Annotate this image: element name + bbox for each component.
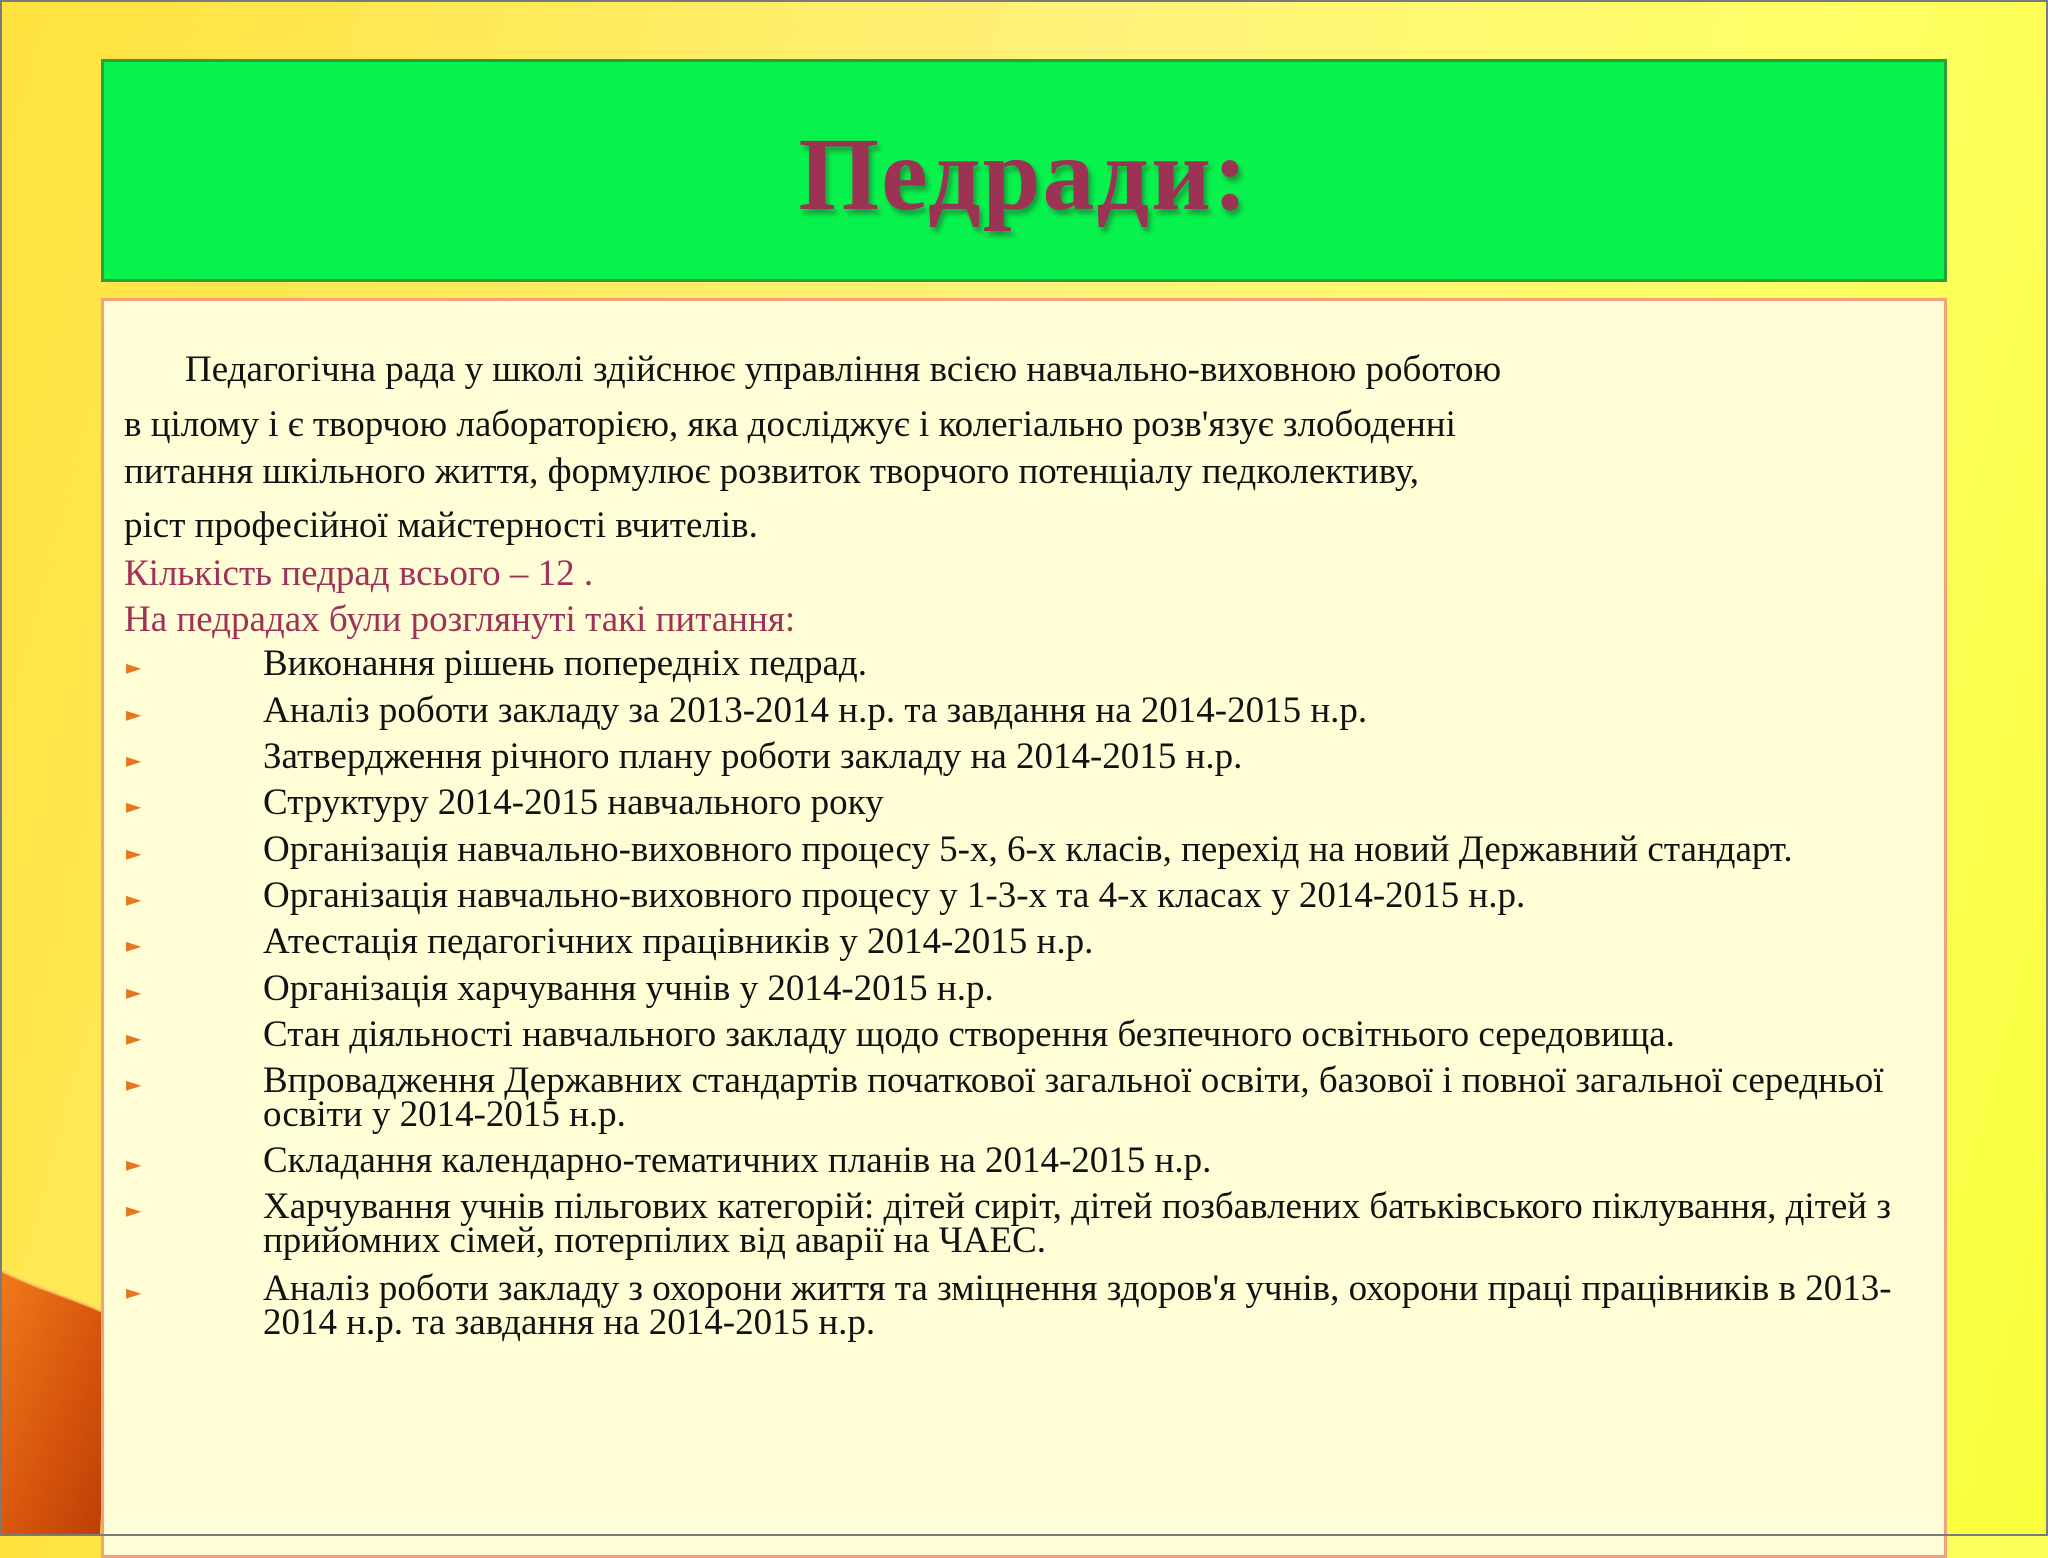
bullet-arrow-icon: ►: [126, 702, 142, 726]
bullet-arrow-icon: ►: [126, 1280, 142, 1304]
bullet-arrow-icon: ►: [126, 841, 142, 865]
bullet-arrow-icon: ►: [126, 1152, 142, 1176]
list-item-text: Структуру 2014-2015 навчального року: [263, 782, 884, 823]
bullet-arrow-icon: ►: [126, 980, 142, 1004]
bullet-arrow-icon: ►: [126, 887, 142, 911]
title-banner: [101, 59, 1947, 282]
bullet-arrow-icon: ►: [126, 748, 142, 772]
list-item-text: Аналіз роботи закладу з охорони життя та зміцнення здоров'я учнів, охорони праці працівників в 2013-2014 н.р. та завдання на 2014-2015 н.р.: [263, 1268, 1892, 1343]
list-item-text: Організація навчально-виховного процесу у 1-3-х та 4-х класах у 2014-2015 н.р.: [263, 875, 1526, 916]
content-panel: [101, 298, 1947, 1558]
topics-heading: На педрадах були розглянуті такі питання:: [124, 599, 796, 640]
intro-line: в цілому і є творчою лабораторією, яка досліджує і колегіально розв'язує злободенні: [124, 404, 1456, 445]
bullet-arrow-icon: ►: [126, 655, 142, 679]
bullet-arrow-icon: ►: [126, 1072, 142, 1096]
list-item-text: Атестація педагогічних працівників у 2014-2015 н.р.: [263, 921, 1094, 962]
bullet-arrow-icon: ►: [126, 933, 142, 957]
list-item-text: Складання календарно-тематичних планів на 2014-2015 н.р.: [263, 1140, 1212, 1181]
bullet-arrow-icon: ►: [126, 1198, 142, 1222]
intro-line: питання шкільного життя, формулює розвиток творчого потенціалу педколективу,: [124, 451, 1419, 492]
bullet-arrow-icon: ►: [126, 794, 142, 818]
list-item-text: Виконання рішень попередніх педрад.: [263, 643, 867, 684]
list-item-text: Затвердження річного плану роботи закладу на 2014-2015 н.р.: [263, 736, 1243, 777]
intro-line: Педагогічна рада у школі здійснює управління всією навчально-виховною роботою: [185, 349, 1502, 390]
list-item-text: Організація харчування учнів у 2014-2015 н.р.: [263, 968, 994, 1009]
bullet-arrow-icon: ►: [126, 1026, 142, 1050]
list-item-text: Харчування учнів пільгових категорій: дітей сиріт, дітей позбавлених батьківського піклування, дітей з прийомних сімей, потерпілих від аварії на ЧАЕС.: [263, 1186, 1891, 1261]
list-item-text: Впровадження Державних стандартів початкової загальної освіти, базової і повної загальної середньої освіти у 2014-2015 н.р.: [263, 1060, 1884, 1135]
list-item-text: Стан діяльності навчального закладу щодо створення безпечного освітнього середовища.: [263, 1014, 1675, 1055]
slide-title: Педради:: [798, 117, 1250, 232]
pedrada-count: Кількість педрад всього – 12 .: [124, 553, 594, 594]
list-item-text: Організація навчально-виховного процесу 5-х, 6-х класів, перехід на новий Державний стандарт.: [263, 829, 1793, 870]
intro-line: ріст професійної майстерності вчителів.: [124, 505, 758, 546]
list-item-text: Аналіз роботи закладу за 2013-2014 н.р. та завдання на 2014-2015 н.р.: [263, 690, 1368, 731]
